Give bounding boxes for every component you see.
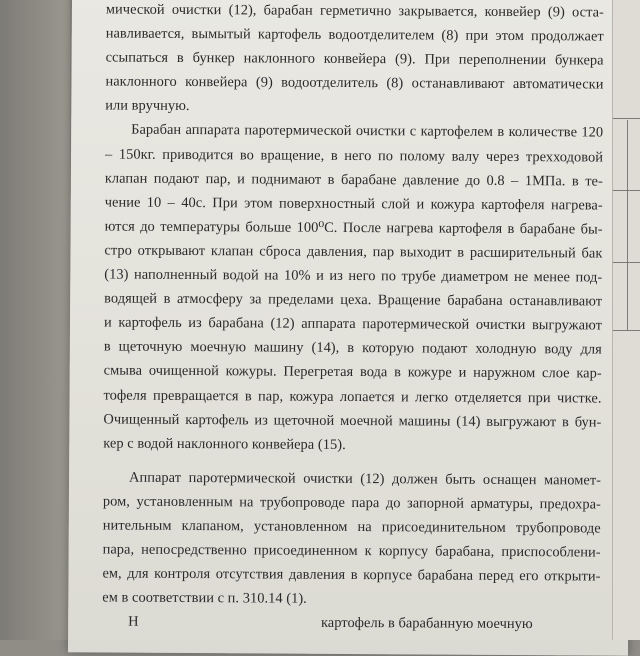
paragraph-start-line: Барабан аппарата паротермической очистки с картофелем в количестве 120: [131, 122, 604, 142]
text-line: – 150кг. приводится во вращение, в него по полому валу через трехходовой: [104, 146, 604, 166]
text-line: и картофель из барабана (12) аппарата паротермической очистки выгружают: [103, 314, 603, 334]
document-page: [68, 0, 632, 656]
text-line: навливается, вымытый картофель водоотделителем (8) при этом продолжает: [105, 25, 604, 45]
text-line: водящей в атмосферу за пределами цеха. Вращение барабана останавливают: [104, 290, 603, 310]
text-line-partial: Н картофель в барабанную моечную: [128, 613, 533, 633]
background-table: [0, 0, 70, 640]
text-line: тофеля превращается в пар, кожура лопается и легко отделяется при чистке.: [103, 386, 602, 407]
body-text: [102, 0, 604, 637]
text-line: ссыпаться в бункер наклонного конвейера (9). При переполнении бункера: [105, 49, 604, 69]
text-line: ром, установленным на трубопроводе пара до запорной арматуры, предохра-: [102, 493, 601, 513]
text-line: ем, для контроля отсутствия давления в корпусе барабана перед его открыти-: [102, 565, 601, 585]
text-line: мической очистки (12), барабан герметично закрывается, конвейер (9) оста-: [105, 1, 604, 21]
text-line: клапан подают пар, и поднимают в барабане давление до 0.8 – 1МПа. в те-: [104, 170, 603, 190]
text-line: (13) наполненный водой на 10% и из него по трубе диаметром не менее под-: [104, 266, 603, 286]
text-line: стро открывают клапан сброса давления, пар выходит в расширительный бак: [104, 242, 603, 262]
text-line: ются до температуры больше 100⁰С. После нагрева картофеля в барабане бы-: [104, 218, 603, 238]
text-line: или вручную.: [105, 97, 190, 115]
paragraph-start-line: Аппарат паротермической очистки (12) должен быть оснащен маномет-: [129, 469, 602, 489]
text-line: пара, непосредственно присоединенном к корпусу барабана, приспособлени-: [102, 541, 601, 561]
text-line: смыва очищенной кожуры. Перегретая вода в кожуре и наружном слое кар-: [103, 362, 602, 382]
adjacent-sheet: [612, 0, 640, 640]
text-line: кер с водой наклонного конвейера (15).: [103, 435, 346, 453]
text-line: Очищенный картофель из щеточной моечной машины (14) выгружают в бун-: [103, 411, 602, 431]
text-line: наклонного конвейера (9) водоотделитель (8) останавливают автоматически: [105, 73, 604, 93]
text-line: чение 10 – 40с. При этом поверхностный слой и кожура картофеля нагрева-: [104, 194, 603, 214]
text-line: в щеточную моечную машину (14), в которую подают холодную воду для: [103, 338, 602, 358]
text-line: нительным клапаном, установленном на присоединительном трубопроводе: [102, 517, 601, 537]
text-line: ем в соответствии с п. 310.14 (1).: [102, 589, 307, 607]
